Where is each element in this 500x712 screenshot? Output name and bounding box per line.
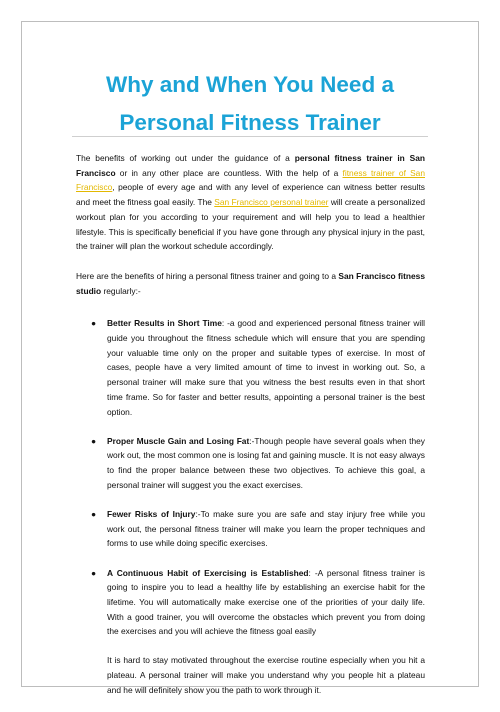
intro-paragraph	[76, 151, 425, 254]
benefit-heading: Better Results in Short Time	[107, 318, 222, 329]
intro-text-2: or in any other place are countless. With the help of a	[115, 167, 343, 178]
title-line-1: Why and When You Need a	[106, 72, 394, 97]
intro-text-3: , people of every age and with any level of experience can witness better results and meet the fitness goal easily. The	[76, 182, 425, 208]
benefit-text: :-To make sure you are safe and stay injury free while you work out, the personal fitness trainer will make you learn the proper techniques and forms to use while doing specific exercises.	[107, 509, 425, 549]
intro-text-1: The benefits of working out under the guidance of a	[76, 153, 295, 163]
lead-bold-1: San Francisco fitness studio	[76, 270, 425, 296]
benefit-heading: Proper Muscle Gain and Losing Fat	[107, 435, 250, 446]
benefit-heading: A Continuous Habit of Exercising is Established	[107, 567, 309, 578]
document-page	[21, 21, 479, 695]
article-body	[76, 151, 425, 712]
lead-text-1: Here are the benefits of hiring a personal fitness trainer and going to a	[76, 270, 339, 281]
personal-trainer-link[interactable]: San Francisco personal trainer	[214, 197, 329, 208]
benefit-text: : -a good and experienced personal fitness trainer will guide you throughout the fitness schedule which will ensure that you are spending your valuable time only on the proper and suitable types of exercise. In most of cases, people have a very limited amount of time to invest in working out. So, a personal trainer will make sure that you witness the best results even in that short time frame. So for faster and better results, appointing a personal trainer is the best option.	[107, 318, 425, 417]
list-item	[76, 434, 425, 493]
lead-paragraph	[76, 269, 425, 298]
benefit-text: : -A personal fitness trainer is going to inspire you to lead a healthy life by establishing an exercise habit for the lifetime. You will automatically make exercise one of the priorities of your daily life. With a good trainer, you will overcome the obstacles which prevent you from doing the exercises and you will achieve the fitness goal easily	[107, 567, 425, 637]
fitness-trainer-link[interactable]: fitness trainer of San Francisco	[76, 167, 425, 193]
intro-text-4: will create a personalized workout plan for you according to your requirement and will help you to lead a healthier lifestyle. This is specifically beneficial if you have gone through any physical injury in the past, the trainer will plan the workout schedule accordingly.	[76, 197, 425, 252]
bullet-icon: ●	[91, 318, 97, 329]
lead-text-2: regularly:-	[101, 285, 141, 296]
bullet-icon: ●	[91, 509, 97, 520]
list-item	[76, 316, 425, 419]
title-line-2: Personal Fitness Trainer	[119, 110, 381, 135]
page-title	[22, 66, 478, 142]
list-item	[76, 507, 425, 551]
bullet-icon: ●	[91, 435, 97, 446]
benefit-text: :-Though people have several goals when they work out, the most common one is losing fat and gaining muscle. It is not easy always to find the proper balance between these two objectives. To achieve this goal, a personal trainer will suggest you the exact exercises.	[107, 435, 425, 490]
list-item	[76, 566, 425, 640]
intro-bold-1: personal fitness trainer in San Francisco	[76, 153, 426, 178]
title-divider	[72, 136, 428, 137]
benefit-heading: Fewer Risks of Injury	[107, 509, 196, 520]
benefits-list	[76, 316, 425, 639]
bullet-icon: ●	[91, 567, 97, 578]
closing-paragraph: It is hard to stay motivated throughout the exercise routine especially when you hit a plateau. A personal trainer will make you understand why you people hit a plateau and he will definitely show you the path to work through it.	[107, 655, 425, 695]
